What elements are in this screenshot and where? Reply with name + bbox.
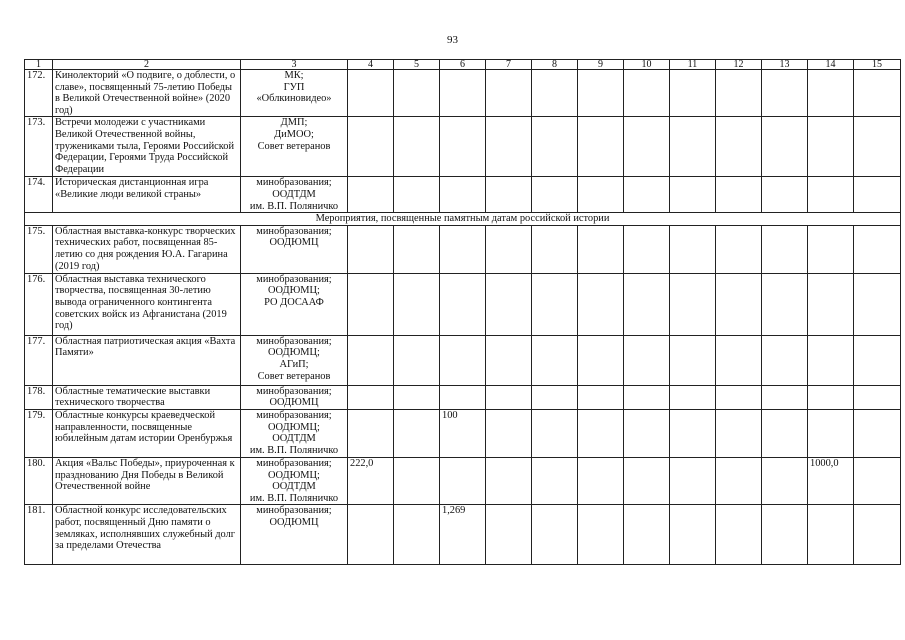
funding-cell: [394, 457, 440, 504]
funding-cell: [440, 457, 486, 504]
funding-cell: [486, 505, 532, 565]
funding-cell: [624, 177, 670, 213]
funding-cell: [394, 385, 440, 409]
funding-cell: [808, 225, 854, 273]
funding-cell: [716, 385, 762, 409]
funding-cell: [578, 225, 624, 273]
column-number-cell: 7: [486, 60, 532, 70]
row-number: 173.: [25, 117, 53, 177]
page-number: 93: [447, 34, 458, 46]
funding-cell: [532, 505, 578, 565]
funding-cell: [624, 70, 670, 117]
funding-cell: [762, 335, 808, 385]
funding-cell: [348, 70, 394, 117]
funding-cell: [624, 225, 670, 273]
funding-cell: [808, 273, 854, 335]
event-name: Областная выставка технического творчества, посвященная 30-летию вывода ограниченного контингента советских войск из Афганистана (2019 год): [53, 273, 241, 335]
row-number: 177.: [25, 335, 53, 385]
row-number: 180.: [25, 457, 53, 504]
funding-cell: [762, 177, 808, 213]
section-heading-row: [25, 213, 901, 226]
funding-cell: [440, 273, 486, 335]
row-number: 178.: [25, 385, 53, 409]
event-name: Встречи молодежи с участниками Великой Отечественной войны, тружениками тыла, Героями Российской Федерации, Героями Труда Российской Федерации: [53, 117, 241, 177]
funding-cell: [716, 70, 762, 117]
funding-cell: [670, 335, 716, 385]
funding-cell: [348, 225, 394, 273]
funding-cell: [440, 225, 486, 273]
column-number-cell: 11: [670, 60, 716, 70]
funding-cell: [762, 70, 808, 117]
funding-cell: [578, 409, 624, 457]
funding-cell: [486, 70, 532, 117]
row-number: 179.: [25, 409, 53, 457]
executor-list: минобразования; ООДЮМЦ: [241, 385, 348, 409]
funding-cell: [348, 335, 394, 385]
funding-cell: [486, 457, 532, 504]
funding-cell: [394, 225, 440, 273]
section-heading: Мероприятия, посвященные памятным датам российской истории: [25, 213, 901, 226]
executor-list: МК; ГУП «Облкиновидео»: [241, 70, 348, 117]
funding-cell: [394, 117, 440, 177]
column-number-cell: 13: [762, 60, 808, 70]
funding-cell: [394, 177, 440, 213]
column-number-cell: 10: [624, 60, 670, 70]
funding-cell: [532, 457, 578, 504]
table-row: [25, 117, 901, 177]
funding-cell: [670, 409, 716, 457]
funding-cell: [762, 385, 808, 409]
funding-cell: [762, 457, 808, 504]
event-name: Областной конкурс исследовательских работ, посвященный Дню памяти о земляках, исполнявших служебный долг за пределами Отечества: [53, 505, 241, 565]
funding-cell: [394, 409, 440, 457]
funding-cell: [808, 385, 854, 409]
funding-cell: [762, 225, 808, 273]
executor-list: минобразования; ООДЮМЦ; ООДТДМ им. В.П. Поляничко: [241, 457, 348, 504]
funding-cell: [670, 273, 716, 335]
funding-cell: [716, 273, 762, 335]
funding-cell: [808, 505, 854, 565]
executor-list: минобразования; ООДЮМЦ; РО ДОСААФ: [241, 273, 348, 335]
funding-cell: [486, 177, 532, 213]
funding-cell: [624, 385, 670, 409]
executor-list: минобразования; ООДТДМ им. В.П. Поляничко: [241, 177, 348, 213]
funding-cell: [532, 409, 578, 457]
funding-cell: [578, 385, 624, 409]
funding-cell: [716, 117, 762, 177]
funding-cell: [348, 117, 394, 177]
funding-cell: [348, 273, 394, 335]
row-number: 176.: [25, 273, 53, 335]
funding-cell: [762, 505, 808, 565]
funding-cell: [716, 177, 762, 213]
funding-cell: [532, 225, 578, 273]
funding-cell: [854, 225, 901, 273]
funding-cell: [440, 70, 486, 117]
funding-cell: 1000,0: [808, 457, 854, 504]
funding-cell: [486, 117, 532, 177]
table-row: [25, 505, 901, 565]
funding-cell: [486, 335, 532, 385]
funding-cell: [394, 335, 440, 385]
event-name: Областная выставка-конкурс творческих технических работ, посвященная 85-летию со дня рождения Ю.А. Гагарина (2019 год): [53, 225, 241, 273]
funding-cell: [716, 457, 762, 504]
table-row: [25, 70, 901, 117]
event-name: Историческая дистанционная игра «Великие люди великой страны»: [53, 177, 241, 213]
funding-cell: [624, 505, 670, 565]
funding-cell: [486, 273, 532, 335]
table-row: [25, 457, 901, 504]
funding-cell: [348, 177, 394, 213]
funding-cell: 222,0: [348, 457, 394, 504]
funding-cell: [762, 117, 808, 177]
funding-cell: [440, 117, 486, 177]
funding-cell: [486, 385, 532, 409]
event-name: Областные тематические выставки технического творчества: [53, 385, 241, 409]
column-number-cell: 9: [578, 60, 624, 70]
row-number: 175.: [25, 225, 53, 273]
funding-cell: [532, 177, 578, 213]
funding-cell: [762, 409, 808, 457]
funding-cell: [670, 117, 716, 177]
funding-cell: [348, 385, 394, 409]
funding-cell: [762, 273, 808, 335]
funding-cell: [854, 273, 901, 335]
funding-cell: [670, 385, 716, 409]
row-number: 181.: [25, 505, 53, 565]
funding-cell: [854, 505, 901, 565]
table-row: [25, 225, 901, 273]
column-number-cell: 15: [854, 60, 901, 70]
funding-cell: [854, 335, 901, 385]
table-row: [25, 273, 901, 335]
funding-cell: [394, 70, 440, 117]
column-number-cell: 4: [348, 60, 394, 70]
column-number-cell: 6: [440, 60, 486, 70]
column-number-cell: 5: [394, 60, 440, 70]
funding-cell: [854, 457, 901, 504]
funding-cell: [394, 273, 440, 335]
funding-cell: [624, 457, 670, 504]
row-number: 172.: [25, 70, 53, 117]
column-number-cell: 1: [25, 60, 53, 70]
executor-list: минобразования; ООДЮМЦ; АГиП; Совет ветеранов: [241, 335, 348, 385]
funding-cell: [532, 385, 578, 409]
funding-cell: [624, 273, 670, 335]
funding-cell: [348, 409, 394, 457]
funding-cell: [716, 225, 762, 273]
funding-cell: [394, 505, 440, 565]
column-number-cell: 2: [53, 60, 241, 70]
table-row: [25, 335, 901, 385]
column-number-cell: 12: [716, 60, 762, 70]
funding-cell: [578, 457, 624, 504]
funding-cell: [670, 457, 716, 504]
funding-cell: [624, 409, 670, 457]
funding-cell: [348, 505, 394, 565]
funding-cell: [440, 177, 486, 213]
funding-cell: [532, 117, 578, 177]
funding-cell: [670, 70, 716, 117]
funding-cell: [716, 505, 762, 565]
column-number-cell: 8: [532, 60, 578, 70]
event-name: Акция «Вальс Победы», приуроченная к празднованию Дня Победы в Великой Отечественной войне: [53, 457, 241, 504]
executor-list: минобразования; ООДЮМЦ; ООДТДМ им. В.П. Поляничко: [241, 409, 348, 457]
funding-cell: [578, 505, 624, 565]
funding-cell: [808, 177, 854, 213]
funding-cell: [808, 409, 854, 457]
funding-cell: [854, 385, 901, 409]
funding-cell: [532, 70, 578, 117]
column-number-cell: 14: [808, 60, 854, 70]
funding-cell: [670, 225, 716, 273]
table-row: [25, 177, 901, 213]
funding-cell: 1,269: [440, 505, 486, 565]
funding-cell: [716, 409, 762, 457]
funding-cell: [440, 335, 486, 385]
funding-cell: [486, 409, 532, 457]
executor-list: минобразования; ООДЮМЦ: [241, 505, 348, 565]
funding-cell: [854, 117, 901, 177]
events-plan-table: [24, 59, 901, 565]
funding-cell: [486, 225, 532, 273]
funding-cell: [624, 117, 670, 177]
funding-cell: [716, 335, 762, 385]
funding-cell: [808, 70, 854, 117]
executor-list: ДМП; ДиМОО; Совет ветеранов: [241, 117, 348, 177]
funding-cell: [440, 385, 486, 409]
funding-cell: [532, 273, 578, 335]
funding-cell: [578, 70, 624, 117]
funding-cell: [578, 117, 624, 177]
funding-cell: [854, 177, 901, 213]
funding-cell: [670, 505, 716, 565]
event-name: Областная патриотическая акция «Вахта Памяти»: [53, 335, 241, 385]
funding-cell: [808, 335, 854, 385]
event-name: Кинолекторий «О подвиге, о доблести, о славе», посвященный 75-летию Победы в Великой Отечественной войне» (2020 год): [53, 70, 241, 117]
table-row: [25, 385, 901, 409]
event-name: Областные конкурсы краеведческой направленности, посвященные юбилейным датам истории Оренбуржья: [53, 409, 241, 457]
funding-cell: [578, 335, 624, 385]
funding-cell: [854, 70, 901, 117]
row-number: 174.: [25, 177, 53, 213]
column-number-cell: 3: [241, 60, 348, 70]
table-row: [25, 409, 901, 457]
funding-cell: [578, 177, 624, 213]
funding-cell: [624, 335, 670, 385]
funding-cell: [854, 409, 901, 457]
column-number-row: [25, 60, 901, 70]
funding-cell: [578, 273, 624, 335]
funding-cell: 100: [440, 409, 486, 457]
funding-cell: [808, 117, 854, 177]
executor-list: минобразования; ООДЮМЦ: [241, 225, 348, 273]
funding-cell: [670, 177, 716, 213]
funding-cell: [532, 335, 578, 385]
